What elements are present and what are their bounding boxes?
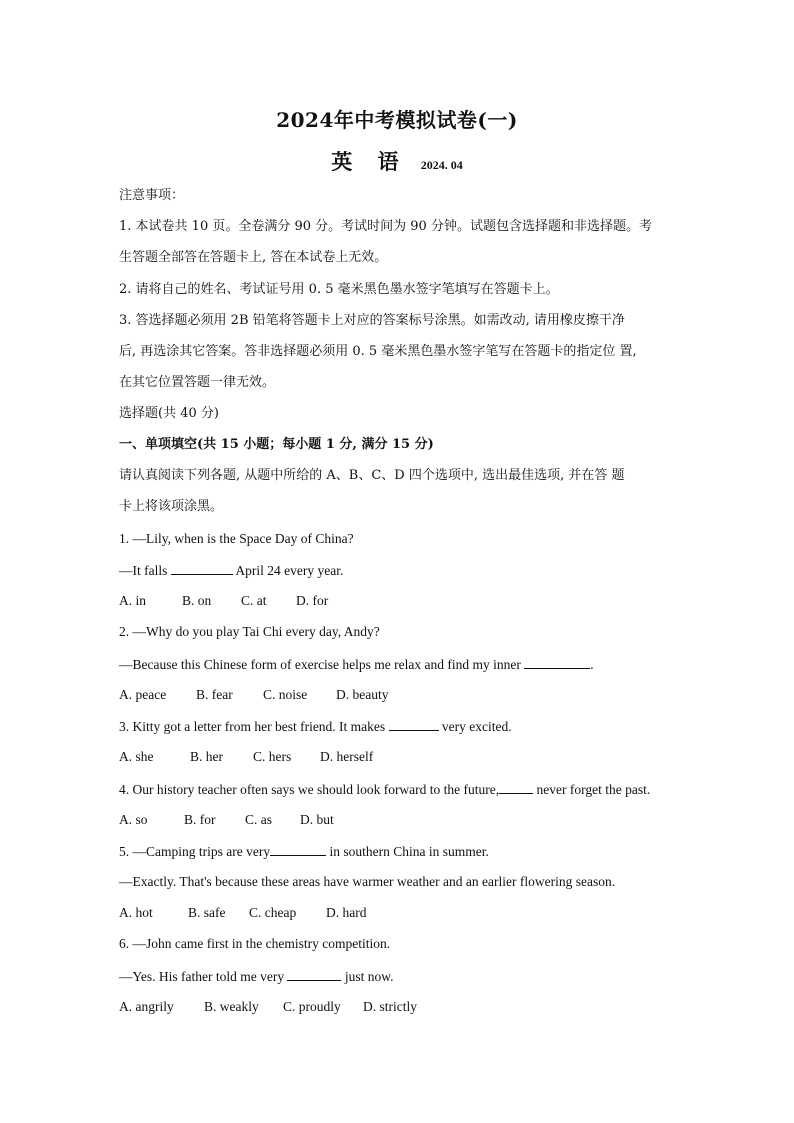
option-c: C. at: [241, 593, 267, 608]
option-d: D. but: [300, 812, 334, 827]
option-a: A. in: [119, 593, 146, 608]
question-1-reply-end: April 24 every year.: [232, 563, 344, 578]
question-4-stem-start: 4. Our history teacher often says we should look forward to the future,: [119, 782, 500, 797]
option-d: D. hard: [326, 905, 367, 920]
question-6-reply-start: —Yes. His father told me very: [119, 969, 288, 984]
option-c: C. noise: [263, 687, 308, 702]
question-6-reply: [119, 968, 679, 985]
question-1-options: [119, 593, 679, 609]
note-3-line-3: 在其它位置答题一律无效。: [119, 375, 276, 390]
question-5-stem: [119, 843, 679, 860]
option-b: B. weakly: [204, 999, 259, 1014]
option-c: C. cheap: [249, 905, 297, 920]
option-b: B. her: [190, 749, 223, 764]
option-d: D. for: [296, 593, 329, 608]
question-3-stem-end: very excited.: [438, 719, 512, 734]
note-1-line-1: 1. 本试卷共 10 页。全卷满分 90 分。考试时间为 90 分钟。试题包含选择题和非选择题。考: [119, 219, 652, 234]
question-2-reply-start: —Because this Chinese form of exercise helps me relax and find my inner: [119, 657, 525, 672]
exam-title: 2024年中考模拟试卷(一): [276, 108, 518, 132]
part-1-title: 一、单项填空(共 15 小题；每小题 1 分, 满分 15 分): [119, 437, 434, 452]
question-2-reply: [119, 656, 679, 673]
option-d: D. beauty: [336, 687, 389, 702]
option-b: B. on: [182, 593, 212, 608]
section-label: 选择题(共 40 分): [119, 406, 219, 421]
question-6-options: [119, 999, 679, 1015]
question-5-stem-end: in southern China in summer.: [326, 844, 489, 859]
question-3-stem: [119, 718, 679, 735]
subject-label: 英 语: [331, 149, 408, 174]
notes-heading: 注意事项：: [119, 188, 185, 203]
question-5-stem-start: 5. —Camping trips are very: [119, 844, 271, 859]
instruction-line-2: 卡上将该项涂黑。: [119, 499, 224, 514]
question-6-stem: 6. —John came first in the chemistry competition.: [119, 936, 391, 951]
question-1-reply: [119, 562, 679, 579]
question-2-reply-end: .: [590, 657, 594, 672]
question-1-stem: 1. —Lily, when is the Space Day of China?: [119, 531, 354, 546]
exam-date: 2024. 04: [420, 158, 463, 172]
question-2-blank: [524, 656, 590, 669]
option-b: B. safe: [188, 905, 226, 920]
option-b: B. for: [184, 812, 216, 827]
question-2-options: [119, 687, 679, 703]
exam-subtitle: [0, 146, 794, 176]
note-1-line-2: 生答题全部答在答题卡上, 答在本试卷上无效。: [119, 250, 388, 265]
question-6-reply-end: just now.: [341, 969, 394, 984]
option-a: A. angrily: [119, 999, 174, 1014]
option-d: D. herself: [320, 749, 374, 764]
option-a: A. peace: [119, 687, 167, 702]
question-3-options: [119, 749, 679, 765]
option-a: A. hot: [119, 905, 153, 920]
option-c: C. hers: [253, 749, 292, 764]
note-3-line-2: 后, 再选涂其它答案。答非选择题必须用 0. 5 毫米黑色墨水签字笔写在答题卡的指定位 置,: [119, 344, 637, 359]
question-4-options: [119, 812, 679, 828]
option-d: D. strictly: [363, 999, 417, 1014]
instruction-line-1: 请认真阅读下列各题, 从题中所给的 A、B、C、D 四个选项中, 选出最佳选项, 并在答 题: [119, 468, 625, 483]
question-4-stem-end: never forget the past.: [533, 782, 651, 797]
question-3-stem-start: 3. Kitty got a letter from her best friend. It makes: [119, 719, 389, 734]
question-1-reply-start: —It falls: [119, 563, 171, 578]
option-b: B. fear: [196, 687, 233, 702]
option-c: C. proudly: [283, 999, 341, 1014]
question-2-stem: 2. —Why do you play Tai Chi every day, Andy?: [119, 624, 380, 639]
question-5-options: [119, 905, 679, 921]
option-a: A. she: [119, 749, 154, 764]
option-a: A. so: [119, 812, 148, 827]
question-5-reply: —Exactly. That's because these areas have warmer weather and an earlier flowering season.: [119, 874, 616, 889]
question-1-blank: [171, 562, 233, 575]
option-c: C. as: [245, 812, 272, 827]
note-3-line-1: 3. 答选择题必须用 2B 铅笔将答题卡上对应的答案标号涂黑。如需改动, 请用橡皮擦干净: [119, 313, 625, 328]
question-3-blank: [389, 718, 439, 731]
question-4-blank: [499, 781, 533, 794]
question-6-blank: [287, 968, 341, 981]
note-2: 2. 请将自己的姓名、考试证号用 0. 5 毫米黑色墨水签字笔填写在答题卡上。: [119, 282, 559, 297]
question-5-blank: [270, 843, 326, 856]
question-4-stem: [119, 781, 679, 798]
